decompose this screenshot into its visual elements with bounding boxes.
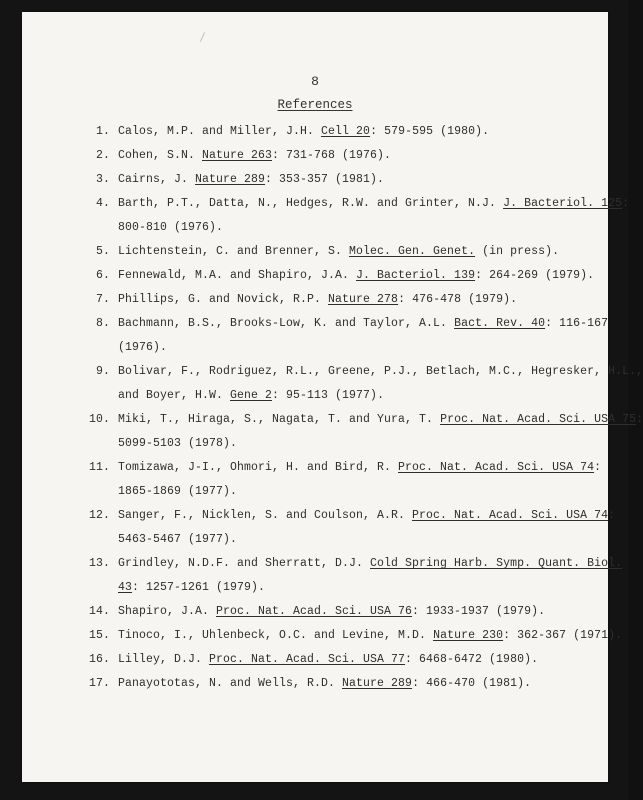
reference-line [118,480,568,504]
reference-number: 6. [95,269,110,282]
reference-text: Tinoco, I., Uhlenbeck, O.C. and Levine, M.D. [118,629,434,642]
reference-line [118,504,616,528]
reference-number: 11. [88,461,110,474]
reference-item [22,144,608,168]
reference-line [118,312,609,336]
reference-text: : 1933-1937 (1979). [412,605,546,618]
journal-citation: Nature 230 [433,629,504,642]
reference-line [118,264,595,288]
references-heading [22,98,608,112]
reference-number: 7. [95,293,110,306]
reference-number: 10. [88,413,110,426]
reference-text: : [622,197,630,210]
journal-citation: 43 [118,581,133,594]
journal-citation: Cold Spring Harb. Symp. Quant. Biol. [370,557,623,570]
reference-text: : 731-768 (1976). [272,149,392,162]
reference-text: Cohen, S.N. [118,149,203,162]
reference-text: Barth, P.T., Datta, N., Hedges, R.W. and Grinter, N.J. [118,197,504,210]
reference-text: 800-810 (1976). [118,221,224,234]
reference-item [22,264,608,288]
reference-line [118,432,568,456]
reference-number: 8. [95,317,110,330]
reference-text: Phillips, G. and Novick, R.P. [118,293,329,306]
reference-text: : 6468-6472 (1980). [405,653,539,666]
reference-text: : 362-367 (1971). [503,629,623,642]
journal-citation: Proc. Nat. Acad. Sci. USA 74 [398,461,595,474]
reference-line [118,648,568,672]
journal-citation: Proc. Nat. Acad. Sci. USA 75 [440,413,637,426]
reference-text: and Boyer, H.W. [118,389,231,402]
reference-number: 14. [88,605,110,618]
reference-line [118,192,630,216]
journal-citation: J. Bacteriol. 139 [356,269,476,282]
reference-text: Panayototas, N. and Wells, R.D. [118,677,343,690]
reference-line [118,408,643,432]
journal-citation: J. Bacteriol. 125 [503,197,623,210]
reference-line [118,576,568,600]
document-page [22,12,643,782]
pencil-mark [200,32,205,41]
reference-line [118,288,568,312]
reference-item [22,648,608,672]
journal-citation: Gene 2 [230,389,273,402]
reference-text: : 264-269 (1979). [475,269,595,282]
reference-item [22,552,623,600]
reference-line [118,240,568,264]
reference-text: Lilley, D.J. [118,653,210,666]
journal-citation: Nature 289 [342,677,413,690]
reference-line [118,168,568,192]
reference-list [22,120,643,696]
reference-item [22,240,608,264]
reference-text: : [636,413,643,426]
reference-line [118,600,568,624]
reference-text: Miki, T., Hiraga, S., Nagata, T. and Yura, T. [118,413,441,426]
reference-line [118,672,568,696]
reference-line [118,144,568,168]
reference-number: 3. [95,173,110,186]
reference-line [118,456,602,480]
reference-number: 15. [88,629,110,642]
reference-text: Shapiro, J.A. [118,605,217,618]
reference-text: Bolivar, F., Rodriguez, R.L., Greene, P.J., Betlach, M.C., Hegresker, H.L., [118,365,643,378]
journal-citation: Proc. Nat. Acad. Sci. USA 77 [209,653,406,666]
reference-text: : 95-113 (1977). [272,389,385,402]
reference-text: Bachmann, B.S., Brooks-Low, K. and Taylor, A.L. [118,317,455,330]
journal-citation: Molec. Gen. Genet. [349,245,476,258]
reference-number: 1. [95,125,110,138]
reference-text: 5099-5103 (1978). [118,437,238,450]
reference-text: Tomizawa, J-I., Ohmori, H. and Bird, R. [118,461,399,474]
reference-text: : [594,461,602,474]
reference-item [22,600,608,624]
reference-number: 5. [95,245,110,258]
reference-text: : 116-167 [545,317,609,330]
references-heading-text: References [277,98,353,112]
reference-line [118,216,568,240]
reference-number: 4. [95,197,110,210]
reference-line [118,336,568,360]
reference-item [22,360,643,408]
reference-text: 5463-5467 (1977). [118,533,238,546]
reference-line [118,360,643,384]
reference-item [22,312,608,360]
journal-citation: Bact. Rev. 40 [454,317,546,330]
reference-item [22,120,608,144]
reference-text: 1865-1869 (1977). [118,485,238,498]
page-number: 8 [311,74,319,89]
reference-number: 2. [95,149,110,162]
reference-text: Calos, M.P. and Miller, J.H. [118,125,322,138]
reference-line [118,384,568,408]
reference-text: (1976). [118,341,168,354]
reference-line [118,624,623,648]
reference-number: 12. [88,509,110,522]
reference-number: 17. [88,677,110,690]
reference-text: Cairns, J. [118,173,196,186]
reference-number: 9. [95,365,110,378]
journal-citation: Nature 263 [202,149,273,162]
reference-text: (in press). [475,245,560,258]
journal-citation: Nature 278 [328,293,399,306]
reference-line [118,120,568,144]
reference-text: : [608,509,616,522]
reference-item [22,504,616,552]
reference-text: : 579-595 (1980). [370,125,490,138]
journal-citation: Proc. Nat. Acad. Sci. USA 74 [412,509,609,522]
reference-text: Fennewald, M.A. and Shapiro, J.A. [118,269,357,282]
reference-item [22,456,608,504]
reference-item [22,192,630,240]
journal-citation: Proc. Nat. Acad. Sci. USA 76 [216,605,413,618]
reference-text: : 1257-1261 (1979). [132,581,266,594]
reference-text: : 466-470 (1981). [412,677,532,690]
reference-item [22,288,608,312]
reference-text: Grindley, N.D.F. and Sherratt, D.J. [118,557,371,570]
reference-number: 13. [88,557,110,570]
reference-line [118,528,568,552]
reference-number: 16. [88,653,110,666]
reference-item [22,624,623,648]
reference-text: Sanger, F., Nicklen, S. and Coulson, A.R. [118,509,413,522]
reference-line [118,552,623,576]
reference-item [22,408,643,456]
reference-text: : 476-478 (1979). [398,293,518,306]
reference-item [22,168,608,192]
journal-citation: Nature 289 [195,173,266,186]
reference-text: : 353-357 (1981). [265,173,385,186]
reference-item [22,672,608,696]
journal-citation: Cell 20 [321,125,371,138]
reference-text: Lichtenstein, C. and Brenner, S. [118,245,350,258]
